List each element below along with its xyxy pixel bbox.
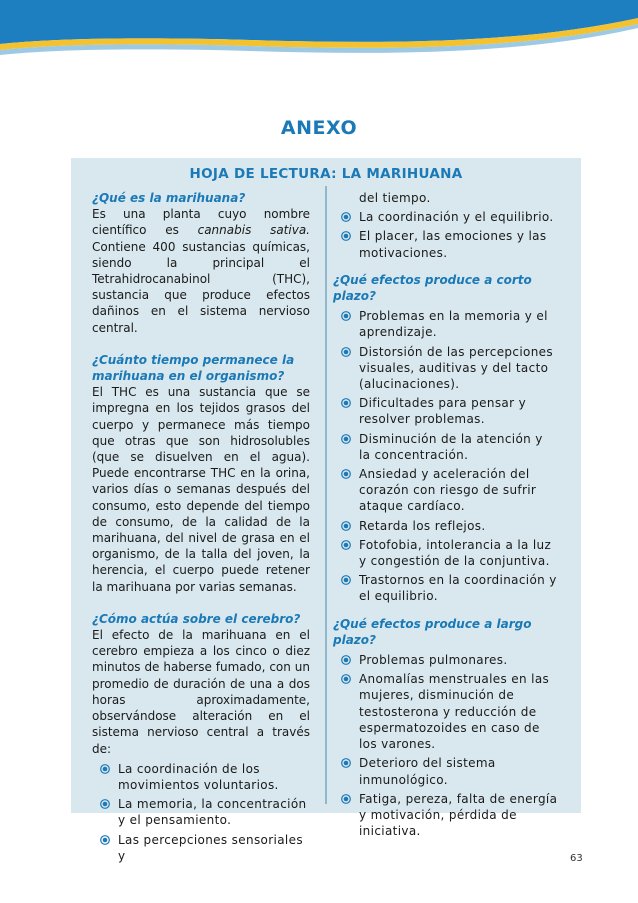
- list-item: El placer, las emociones y las motivaciones.: [333, 228, 558, 260]
- list-item: Disminución de la atención y la concentración.: [333, 431, 558, 463]
- bullet-icon: [341, 655, 351, 665]
- question-long-term: ¿Qué efectos produce a largo plazo?: [333, 616, 532, 647]
- bullet-icon: [341, 311, 351, 321]
- bullet-icon: [341, 521, 351, 531]
- answer-brain: El efecto de la marihuana en el cerebro empieza a los cinco o diez minutos de haberse fumado, con un promedio de duración de una a dos horas aproximadamente, observándose alteración en el sistema nervioso central a través de:: [92, 628, 310, 756]
- list-item: Deterioro del sistema inmunológico.: [333, 755, 558, 787]
- list-item: Distorsión de las percepciones visuales, auditivas y del tacto (alucinaciones).: [333, 344, 558, 393]
- panel-title: HOJA DE LECTURA: LA MARIHUANA: [189, 166, 463, 182]
- list-item: La coordinación de los movimientos voluntarios.: [92, 761, 310, 793]
- bullet-icon: [341, 540, 351, 550]
- bullet-icon: [341, 231, 351, 241]
- left-column: [92, 190, 310, 867]
- list-item: Problemas en la memoria y el aprendizaje.: [333, 308, 558, 340]
- list-item: Problemas pulmonares.: [333, 652, 558, 668]
- list-item: Trastornos en la coordinación y el equilibrio.: [333, 572, 558, 604]
- question-brain: ¿Cómo actúa sobre el cerebro?: [92, 611, 301, 626]
- list-item: Fotofobia, intolerancia a la luz y congestión de la conjuntiva.: [333, 537, 558, 569]
- question-short-term: ¿Qué efectos produce a corto plazo?: [333, 272, 532, 304]
- bullet-icon: [341, 794, 351, 804]
- bullet-icon: [341, 398, 351, 408]
- column-divider: [325, 186, 327, 804]
- question-duration: ¿Cuánto tiempo permanece la marihuana en el organismo?: [92, 352, 295, 384]
- brain-effects-list: [92, 761, 310, 864]
- brain-effects-list-continued: [333, 209, 558, 261]
- list-item: Fatiga, pereza, falta de energía y motivación, pérdida de iniciativa.: [333, 791, 558, 840]
- page-number: 63: [570, 853, 583, 864]
- list-item: La memoria, la concentración y el pensamiento.: [92, 796, 310, 828]
- header-wave-decoration: [0, 0, 638, 70]
- bullet-icon: [341, 674, 351, 684]
- list-item: Ansiedad y aceleración del corazón con riesgo de sufrir ataque cardíaco.: [333, 466, 558, 515]
- list-item: Las percepciones sensoriales y: [92, 832, 310, 864]
- list-continuation: del tiempo.: [359, 191, 431, 205]
- bullet-icon: [341, 347, 351, 357]
- list-item: Retarda los reflejos.: [333, 518, 558, 534]
- bullet-icon: [341, 212, 351, 222]
- long-term-effects-list: [333, 652, 558, 839]
- bullet-icon: [100, 764, 110, 774]
- bullet-icon: [341, 434, 351, 444]
- list-item: Dificultades para pensar y resolver problemas.: [333, 395, 558, 427]
- bullet-icon: [100, 835, 110, 845]
- list-item: La coordinación y el equilibrio.: [333, 209, 558, 225]
- right-column: [333, 190, 558, 842]
- answer-what-is: Es una planta cuyo nombre científico es cannabis sativa. Contiene 400 sustancias químicas, siendo la principal el Tetrahidrocanabinol (THC), sustancia que produce efectos dañinos en el sistema nervioso central.: [92, 207, 310, 335]
- bullet-icon: [100, 799, 110, 809]
- bullet-icon: [341, 575, 351, 585]
- page-title: ANEXO: [280, 117, 358, 139]
- list-item: Anomalías menstruales en las mujeres, disminución de testosterona y reducción de espermatozoides en caso de los varones.: [333, 671, 558, 752]
- short-term-effects-list: [333, 308, 558, 604]
- bullet-icon: [341, 758, 351, 768]
- answer-duration: El THC es una sustancia que se impregna en los tejidos grasos del cuerpo y permanece más tiempo que otras que son hidrosolubles (que se disuelven en el agua). Puede encontrarse THC en la orina, varios días o semanas después del consumo, esto depende del tiempo de consumo, de la calidad de la marihuana, del nivel de grasa en el organismo, de la talla del joven, la herencia, el cuerpo puede retener la marihuana por varias semanas.: [92, 385, 310, 594]
- question-what-is: ¿Qué es la marihuana?: [92, 191, 246, 205]
- bullet-icon: [341, 469, 351, 479]
